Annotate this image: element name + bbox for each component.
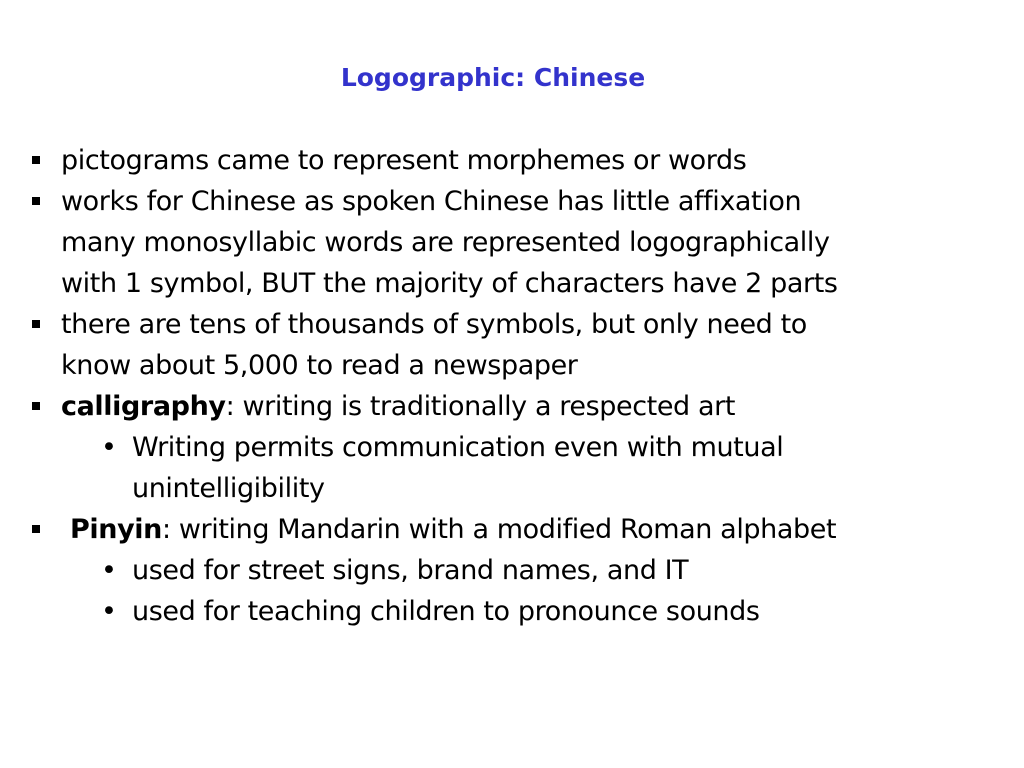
bullet-item [0,304,1024,345]
term-description: : writing Mandarin with a modified Roman alphabet [161,514,837,545]
sub-bullet-text: Writing permits communication even with mutual [132,432,784,463]
bullet-item [0,140,1024,181]
bullet-text: know about 5,000 to read a newspaper [61,350,578,381]
square-bullet-icon [32,197,40,205]
bullet-continuation [0,345,1024,386]
bullet-text [61,386,735,427]
bullet-text: pictograms came to represent morphemes or words [61,145,747,176]
bullet-text: many monosyllabic words are represented logographically [61,227,830,258]
sub-bullet-item [0,427,1024,468]
sub-bullet-text: unintelligibility [132,473,325,504]
term-description: : writing is traditionally a respected art [225,391,736,422]
square-bullet-icon [32,525,40,533]
bullet-item [0,509,1024,550]
square-bullet-icon [32,320,40,328]
bullet-text: there are tens of thousands of symbols, but only need to [61,309,807,340]
square-bullet-icon [32,156,40,164]
round-bullet-icon: • [101,555,117,586]
bullet-item [0,181,1024,222]
sub-bullet-text: used for street signs, brand names, and IT [132,555,689,586]
bold-term: calligraphy [61,391,226,422]
square-bullet-icon [32,402,40,410]
round-bullet-icon: • [101,596,117,627]
sub-bullet-continuation [0,468,1024,509]
bullet-text: with 1 symbol, BUT the majority of characters have 2 parts [61,268,838,299]
bullet-continuation [0,263,1024,304]
bold-term: Pinyin [70,514,162,545]
slide-title: Logographic: Chinese [340,63,646,92]
sub-bullet-item [0,591,1024,632]
bullet-continuation [0,222,1024,263]
bullet-list [0,140,1024,632]
sub-bullet-text: used for teaching children to pronounce sounds [132,596,760,627]
sub-bullet-item [0,550,1024,591]
bullet-item [0,386,1024,427]
round-bullet-icon: • [101,432,117,463]
bullet-text: works for Chinese as spoken Chinese has little affixation [61,186,802,217]
bullet-text [70,509,836,550]
